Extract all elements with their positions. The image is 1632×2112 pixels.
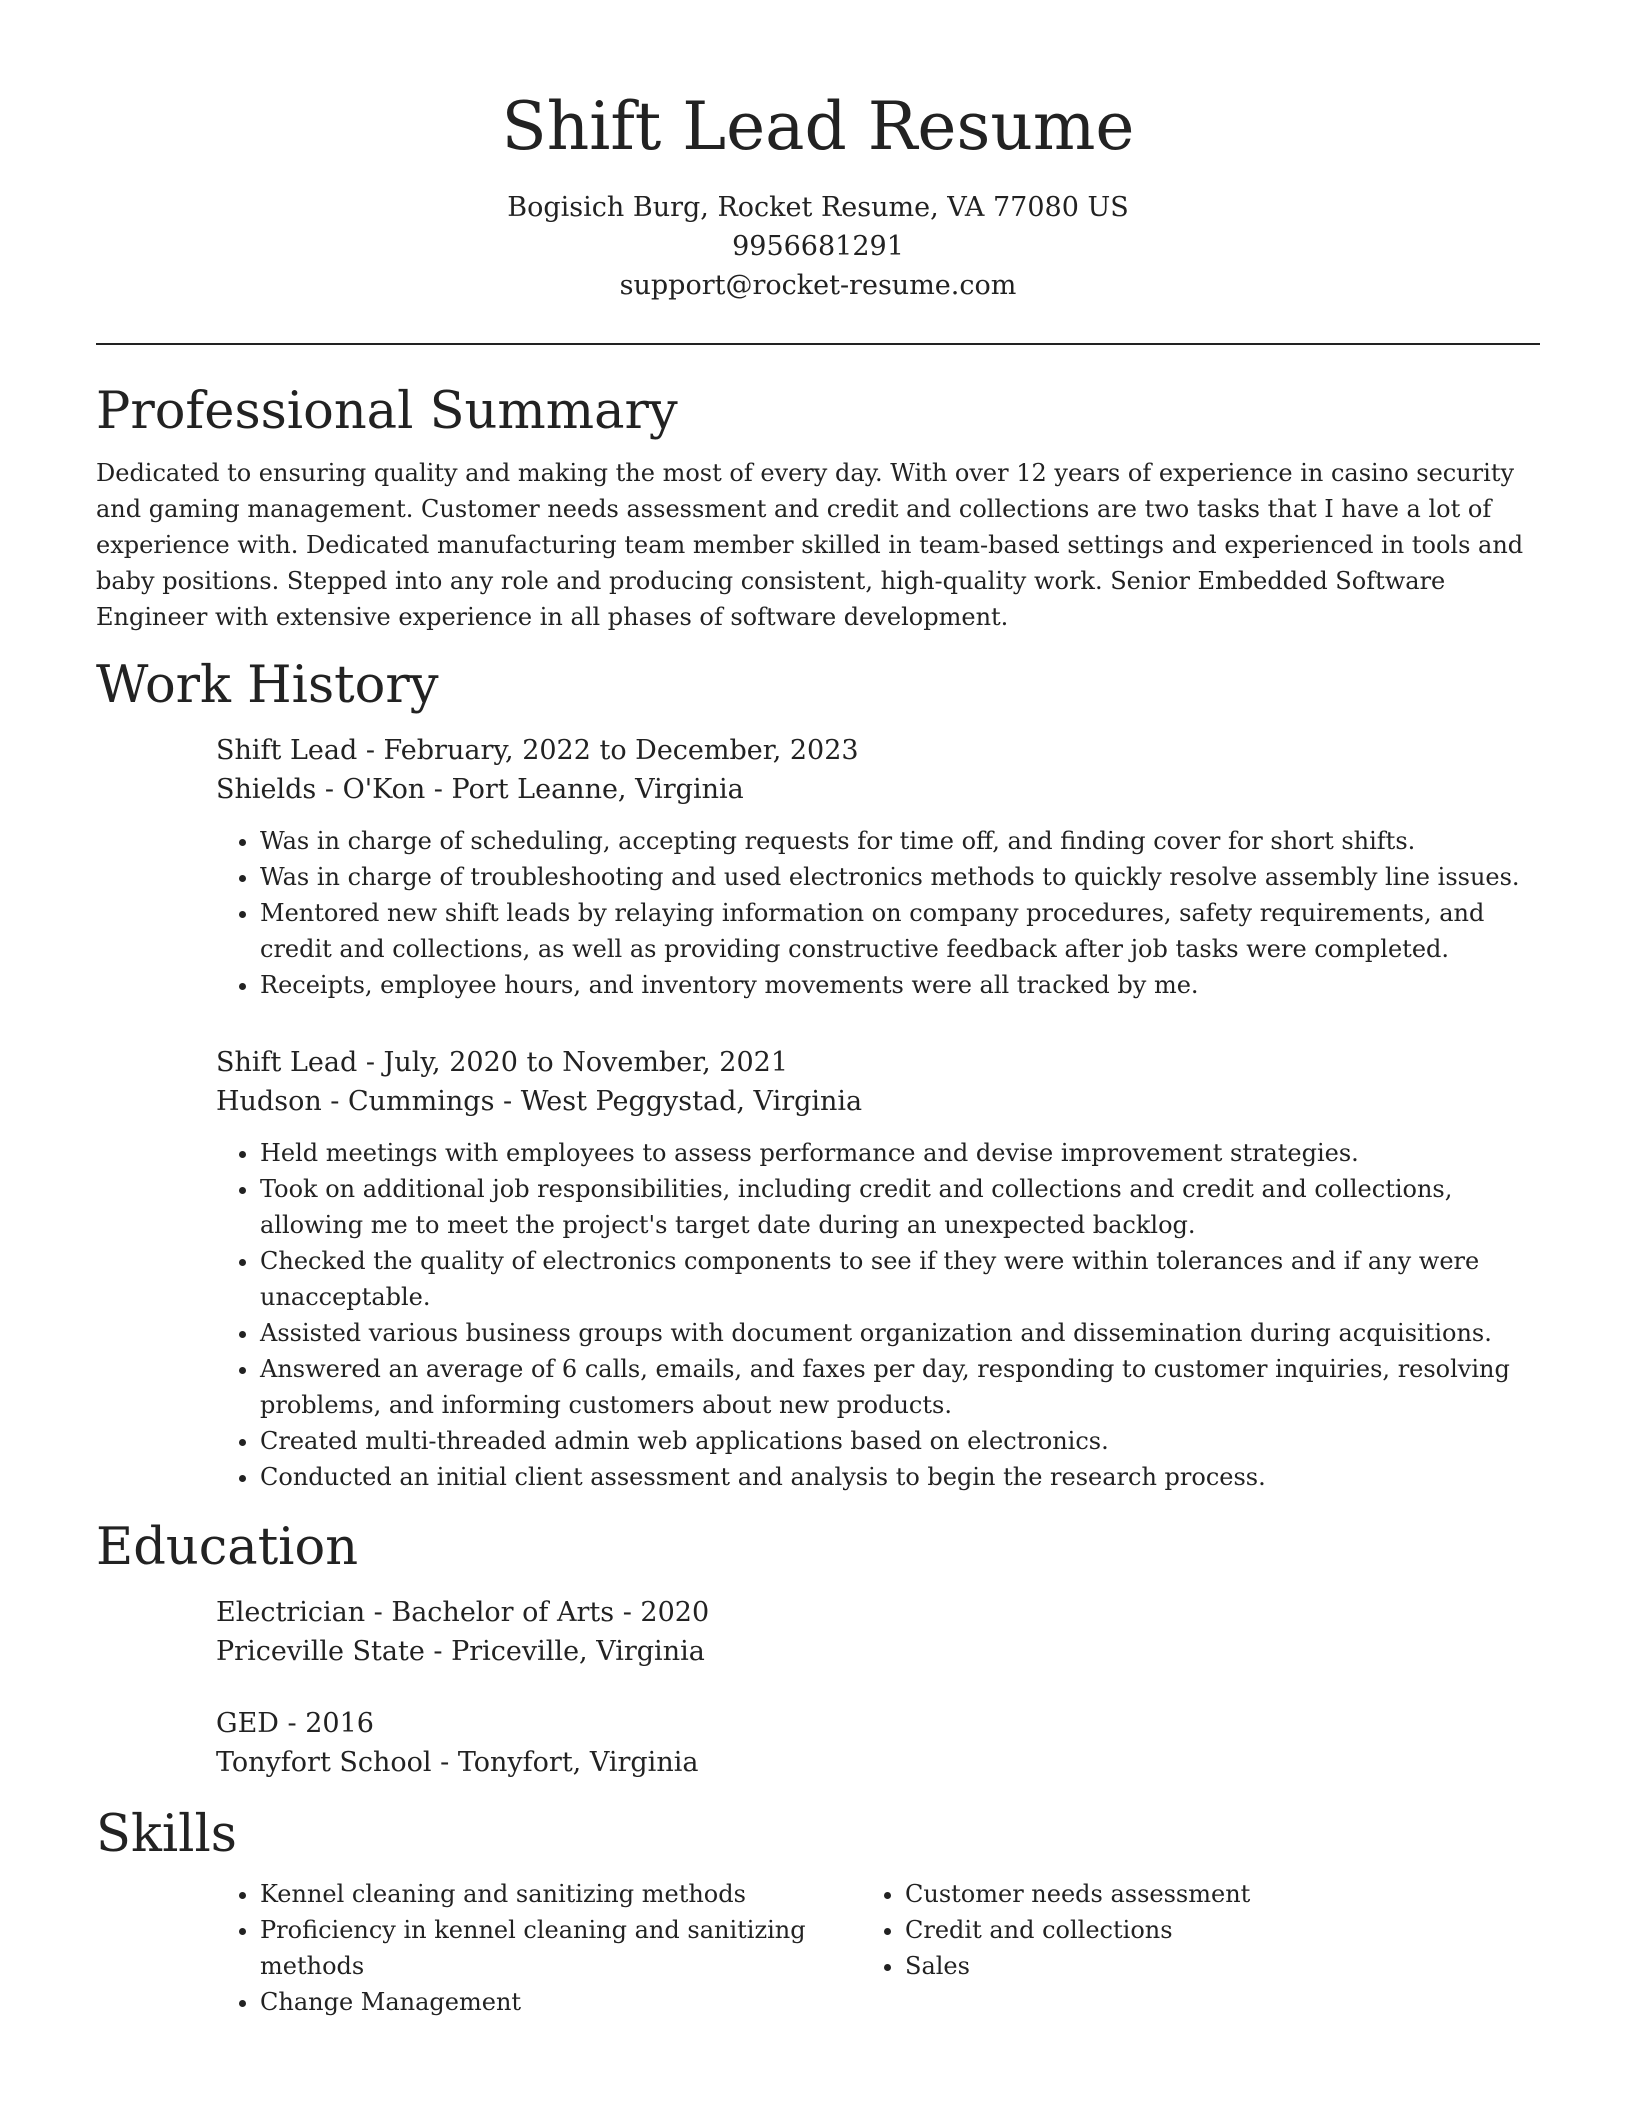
- skill-item: • Customer needs assessment: [905, 1876, 1506, 1912]
- job-title: Shift Lead: [216, 735, 358, 766]
- job-title-line: [216, 731, 1540, 770]
- summary-text: Dedicated to ensuring quality and making the most of every day. With over 12 years of experience in casino security and gaming management. Customer needs assessment and credit and collections are two tasks that I have a lot of experience with. Dedicated manufacturing team member skilled in team-based settings and experienced in tools and baby positions. Stepped into any role and producing consistent, high-quality work. Senior Embedded Software Engineer with extensive experience in all phases of software development.: [96, 459, 1524, 631]
- skills-heading: Skills: [96, 1805, 237, 1864]
- summary-section: [96, 381, 1540, 635]
- job-entry: [216, 731, 1540, 1003]
- education-year: - 2016: [278, 1708, 374, 1739]
- resume-title: Shift Lead Resume: [501, 88, 1135, 165]
- education-year: - 2020: [614, 1597, 710, 1628]
- skills-column-right: [861, 1876, 1506, 2020]
- skill-item: • Proficiency in kennel cleaning and sanitizing methods: [260, 1912, 861, 1984]
- job-entry: [216, 1043, 1540, 1495]
- job-bullets: [216, 823, 1540, 1003]
- contact-email: support@rocket-resume.com: [619, 270, 1017, 301]
- work-heading: Work History: [96, 656, 439, 715]
- education-school: Tonyfort School: [216, 1747, 432, 1778]
- job-bullet: • Assisted various business groups with document organization and dissemination during acquisitions.: [260, 1315, 1540, 1351]
- education-school-line: [216, 1743, 1540, 1782]
- job-bullet: • Receipts, employee hours, and inventory movements were all tracked by me.: [260, 967, 1540, 1003]
- education-degree: GED: [216, 1708, 279, 1739]
- education-school: Priceville State: [216, 1636, 425, 1667]
- job-bullet: • Held meetings with employees to assess performance and devise improvement strategies.: [260, 1135, 1540, 1171]
- skill-item: • Change Management: [260, 1984, 861, 2020]
- education-section: [96, 1517, 1540, 1782]
- header-divider: [96, 343, 1540, 345]
- job-title-line: [216, 1043, 1540, 1082]
- job-employer-line: [216, 1082, 1540, 1121]
- summary-heading: Professional Summary: [96, 382, 678, 441]
- education-degree: Electrician - Bachelor of Arts: [216, 1597, 615, 1628]
- job-dates: - July, 2020 to November, 2021: [357, 1047, 788, 1078]
- job-bullet: • Was in charge of scheduling, accepting requests for time off, and finding cover for short shifts.: [260, 823, 1540, 859]
- work-section: [96, 655, 1540, 1495]
- job-location: - Port Leanne, Virginia: [425, 774, 744, 805]
- education-location: - Priceville, Virginia: [424, 1636, 705, 1667]
- resume-page: [96, 0, 1540, 2020]
- skills-list: [216, 1876, 861, 2020]
- job-employer-line: [216, 770, 1540, 809]
- skills-column-left: [216, 1876, 861, 2020]
- skill-item: • Sales: [905, 1948, 1506, 1984]
- education-heading: Education: [96, 1518, 359, 1577]
- resume-header: [96, 0, 1540, 305]
- job-employer: Shields - O'Kon: [216, 774, 426, 805]
- contact-block: [96, 188, 1540, 305]
- education-degree-line: [216, 1704, 1540, 1743]
- education-school-line: [216, 1632, 1540, 1671]
- job-location: - West Peggystad, Virginia: [494, 1086, 863, 1117]
- job-bullet: • Took on additional job responsibilities, including credit and collections and credit and collections, allowing me to meet the project's target date during an unexpected backlog.: [260, 1171, 1540, 1243]
- contact-address: Bogisich Burg, Rocket Resume, VA 77080 US: [507, 192, 1129, 223]
- skills-columns: [216, 1876, 1540, 2020]
- job-employer: Hudson - Cummings: [216, 1086, 495, 1117]
- job-dates: - February, 2022 to December, 2023: [357, 735, 859, 766]
- education-location: - Tonyfort, Virginia: [431, 1747, 699, 1778]
- job-bullet: • Was in charge of troubleshooting and used electronics methods to quickly resolve assembly line issues.: [260, 859, 1540, 895]
- skill-item: • Kennel cleaning and sanitizing methods: [260, 1876, 861, 1912]
- education-degree-line: [216, 1593, 1540, 1632]
- job-bullet: • Created multi-threaded admin web applications based on electronics.: [260, 1423, 1540, 1459]
- job-bullet: • Conducted an initial client assessment and analysis to begin the research process.: [260, 1459, 1540, 1495]
- skill-item: • Credit and collections: [905, 1912, 1506, 1948]
- contact-phone: 9956681291: [732, 231, 904, 262]
- education-entry: [216, 1704, 1540, 1782]
- job-bullets: [216, 1135, 1540, 1495]
- job-title: Shift Lead: [216, 1047, 358, 1078]
- skills-section: [96, 1804, 1540, 2020]
- education-entry: [216, 1593, 1540, 1671]
- skills-list: [861, 1876, 1506, 1984]
- job-bullet: • Answered an average of 6 calls, emails, and faxes per day, responding to customer inquiries, resolving problems, and informing customers about new products.: [260, 1351, 1540, 1423]
- job-bullet: • Checked the quality of electronics components to see if they were within tolerances and if any were unacceptable.: [260, 1243, 1540, 1315]
- job-bullet: • Mentored new shift leads by relaying information on company procedures, safety requirements, and credit and collections, as well as providing constructive feedback after job tasks were completed.: [260, 895, 1540, 967]
